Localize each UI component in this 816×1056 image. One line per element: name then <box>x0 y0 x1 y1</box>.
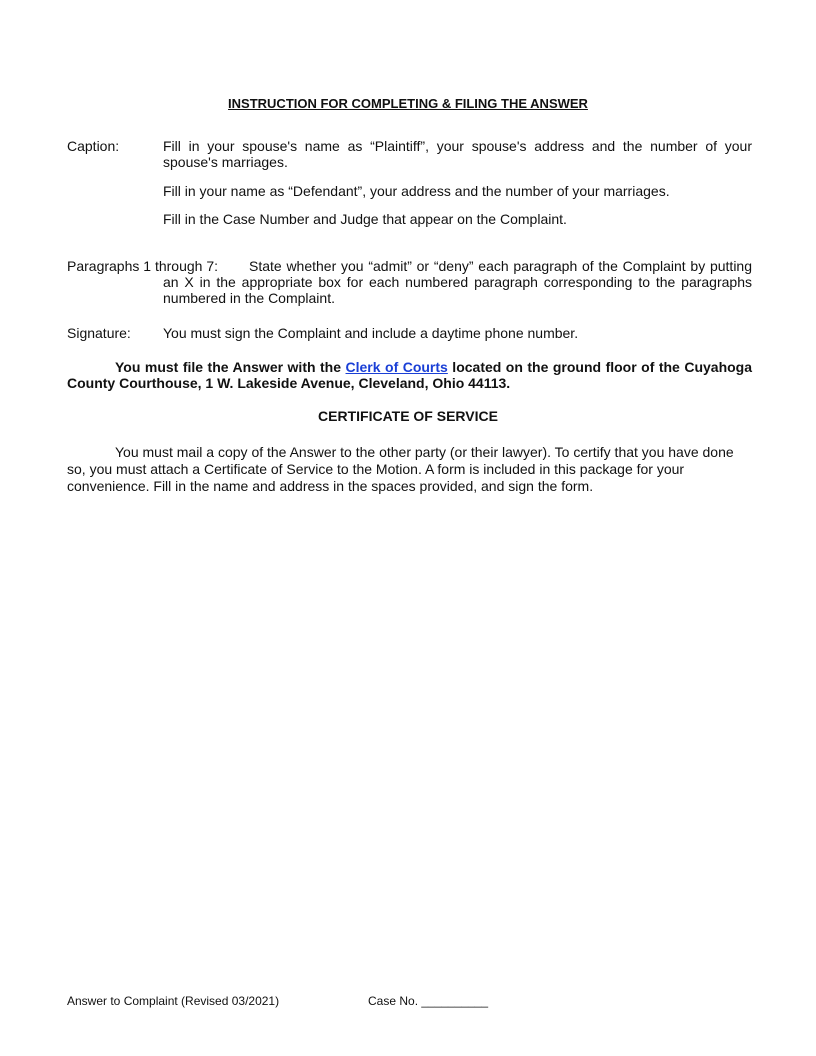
caption-instruction-1: Fill in your spouse's name as “Plaintiff”, your spouse's address and the number of your spouse's marriages. <box>163 138 752 170</box>
clerk-of-courts-link[interactable]: Clerk of Courts <box>345 359 448 375</box>
filing-text-before: You must file the Answer with the <box>115 359 346 375</box>
signature-instruction: You must sign the Complaint and include a daytime phone number. <box>163 325 579 341</box>
footer-form-title: Answer to Complaint (Revised 03/2021) <box>67 994 280 1008</box>
filing-instruction <box>67 359 752 391</box>
filing-text-after: located on the ground floor of the Cuyahoga County Courthouse, 1 W. Lakeside Avenue, Cleveland, Ohio 44113. <box>67 359 753 391</box>
caption-instruction-3: Fill in the Case Number and Judge that appear on the Complaint. <box>163 211 567 227</box>
certificate-instruction: You must mail a copy of the Answer to the other party (or their lawyer). To certify that you have done so, you must attach a Certificate of Service to the Motion. A form is included in this package for your convenience. Fill in the name and address in the spaces provided, and sign the form. <box>67 444 734 494</box>
footer-case-number: Case No. __________ <box>368 994 489 1008</box>
paragraphs-instruction <box>67 258 752 306</box>
certificate-heading: CERTIFICATE OF SERVICE <box>318 408 498 424</box>
signature-label: Signature: <box>67 325 131 341</box>
paragraphs-text: State whether you “admit” or “deny” each paragraph of the Complaint by putting an X in the appropriate box for each numbered paragraph corresponding to the paragraphs numbered in the Complaint. <box>163 258 752 306</box>
caption-instruction-2: Fill in your name as “Defendant”, your address and the number of your marriages. <box>163 183 670 199</box>
paragraphs-label: Paragraphs 1 through 7: <box>67 258 218 274</box>
page-title: INSTRUCTION FOR COMPLETING & FILING THE ANSWER <box>228 96 588 111</box>
caption-label: Caption: <box>67 138 120 154</box>
